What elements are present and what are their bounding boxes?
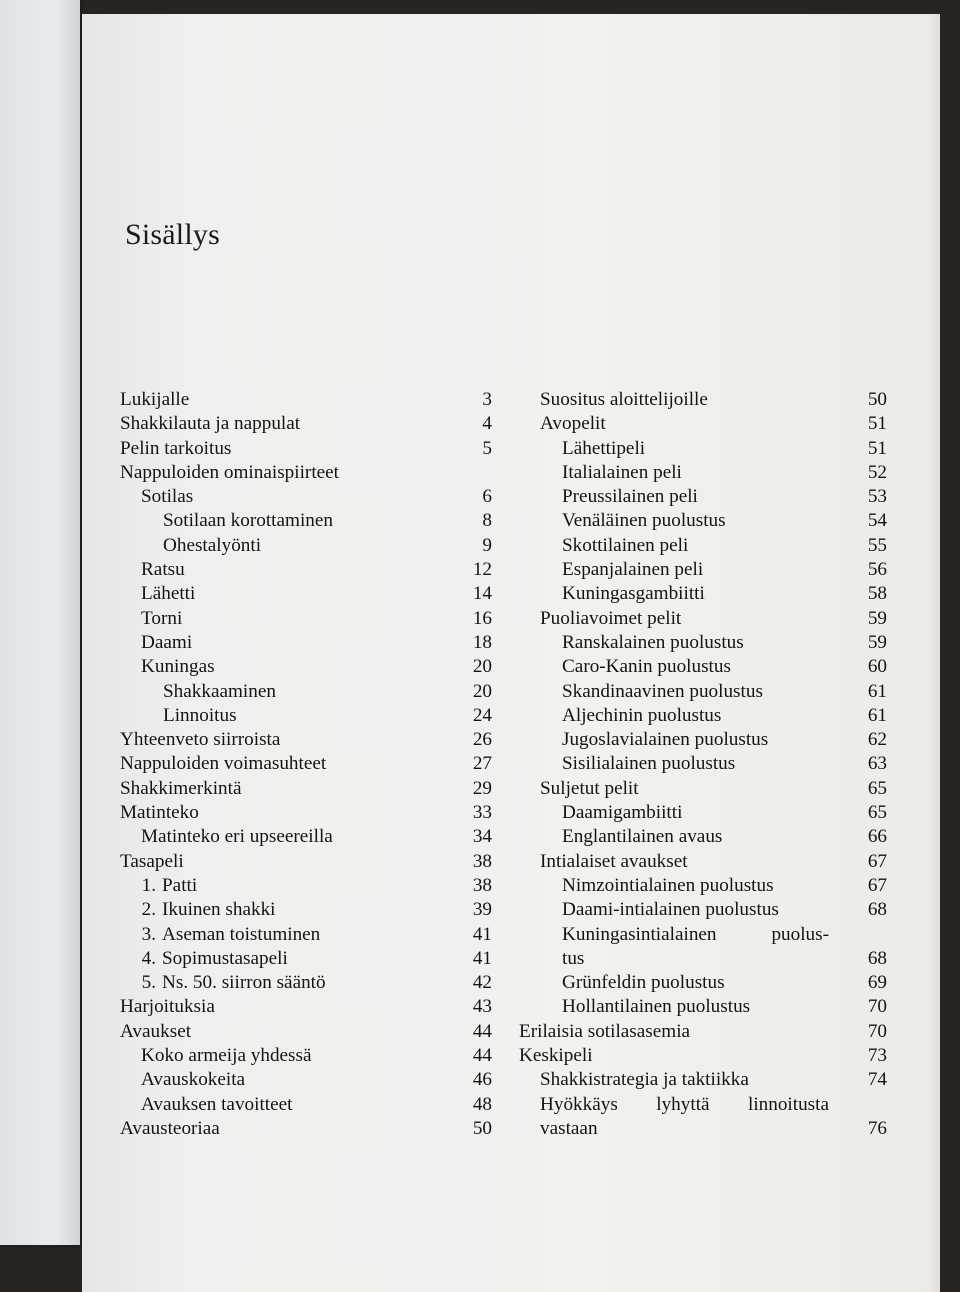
toc-entry-label: Espanjalainen peli (562, 559, 704, 581)
toc-entry (519, 850, 887, 874)
toc-page-number: 24 (472, 704, 492, 726)
toc-entry-label (128, 874, 197, 898)
toc-page-number: 51 (867, 437, 887, 459)
toc-page-number: 61 (867, 704, 887, 726)
toc-entry-label: Englantilainen avaus (562, 826, 723, 848)
toc-entry-label: Ratsu (141, 559, 185, 581)
toc-entry-number: 4. (141, 947, 156, 969)
toc-entry-label: Avopelit (540, 413, 606, 435)
toc-entry (120, 607, 492, 631)
toc-entry-label: Grünfeldin puolustus (562, 972, 725, 994)
toc-entry (120, 777, 492, 801)
toc-entry (519, 607, 887, 631)
toc-entry-number: 1. (141, 874, 156, 896)
toc-entry (519, 631, 887, 655)
toc-entry-label: tus (562, 947, 585, 969)
toc-entry-label: Shakkilauta ja nappulat (120, 413, 301, 435)
toc-entry (519, 582, 887, 606)
toc-entry (519, 1093, 887, 1117)
toc-entry-label: Erilaisia sotilasasemia (519, 1020, 691, 1042)
toc-page-number: 54 (867, 510, 887, 532)
toc-page-number: 14 (472, 583, 492, 605)
toc-entry (120, 1093, 492, 1117)
toc-entry (519, 485, 887, 509)
toc-entry-label (128, 923, 320, 947)
toc-entry (120, 388, 492, 412)
toc-page-number: 3 (482, 389, 492, 410)
page-shadow (926, 14, 940, 1292)
toc-entry-label (128, 947, 288, 971)
toc-entry (519, 558, 887, 582)
toc-entry (120, 995, 492, 1019)
toc-entry (120, 898, 492, 922)
toc-entry-word: lyhyttä (656, 1093, 710, 1115)
toc-page-number: 6 (482, 486, 492, 508)
toc-entry (120, 412, 492, 436)
toc-page-number: 56 (867, 559, 887, 581)
toc-entry-label: Harjoituksia (120, 996, 215, 1018)
toc-entry (120, 874, 492, 898)
toc-entry-label: Avauksen tavoitteet (141, 1093, 293, 1115)
toc-entry-label: vastaan (540, 1117, 598, 1139)
toc-entry-number: 5. (141, 972, 156, 994)
toc-entry-label: Matinteko eri upseereilla (141, 826, 333, 848)
toc-entry-label: Jugoslavialainen puolustus (562, 729, 769, 751)
toc-entry-number: 2. (141, 899, 156, 921)
toc-entry-label: Suositus aloittelijoille (540, 389, 708, 410)
toc-entry-label: Lähetti (141, 583, 196, 605)
toc-page-number: 59 (867, 631, 887, 653)
toc-entry-label (128, 898, 276, 922)
toc-page-number: 67 (867, 850, 887, 872)
toc-page-number: 61 (867, 680, 887, 702)
toc-entry-label: Caro-Kanin puolustus (562, 656, 731, 678)
toc-page-number: 12 (472, 559, 492, 581)
toc-entry-text: Aseman toistuminen (162, 923, 321, 945)
toc-entry-label: Nappuloiden voimasuhteet (120, 753, 327, 775)
toc-entry (519, 971, 887, 995)
toc-entry (120, 801, 492, 825)
toc-entry (120, 923, 492, 947)
toc-entry (519, 534, 887, 558)
toc-entry (519, 995, 887, 1019)
toc-entry (120, 1020, 492, 1044)
toc-entry-label: Nappuloiden ominaispiirteet (120, 461, 340, 483)
toc-entry-label: Daami (141, 631, 193, 653)
toc-entry (120, 752, 492, 776)
toc-entry-label: Sotilas (141, 486, 194, 508)
toc-page-number: 18 (472, 631, 492, 653)
toc-entry-label: Yhteenveto siirroista (120, 729, 281, 751)
toc-entry (519, 461, 887, 485)
toc-entry (519, 1020, 887, 1044)
toc-entry-label: Nimzointialainen puolustus (562, 874, 774, 896)
left-page-edge (0, 0, 80, 1245)
toc-page-number: 68 (867, 947, 887, 969)
toc-entry-text: Ikuinen shakki (162, 899, 276, 921)
toc-page-number: 70 (867, 1020, 887, 1042)
toc-entry (120, 534, 492, 558)
toc-entry-label: Tasapeli (120, 850, 184, 872)
toc-entry-label: Daami-intialainen puolustus (562, 899, 779, 921)
toc-page-number: 34 (472, 826, 492, 848)
toc-page-number: 39 (472, 899, 492, 921)
toc-page-number: 65 (867, 802, 887, 824)
toc-page-number: 62 (867, 729, 887, 751)
toc-page-number: 66 (867, 826, 887, 848)
toc-entry (519, 437, 887, 461)
toc-page-number: 8 (482, 510, 492, 532)
toc-entry-label: Shakkimerkintä (120, 777, 242, 799)
toc-entry (120, 437, 492, 461)
toc-entry-label: Keskipeli (519, 1045, 593, 1067)
toc-entry-label: Pelin tarkoitus (120, 437, 232, 459)
toc-entry-label: Skottilainen peli (562, 534, 689, 556)
toc-entry-label: Torni (141, 607, 183, 629)
toc-entry-label: Shakkistrategia ja taktiikka (540, 1069, 749, 1091)
toc-entry-label: Sisilialainen puolustus (562, 753, 736, 775)
toc-page-number: 9 (482, 534, 492, 556)
toc-entry (519, 898, 887, 922)
toc-page-number: 53 (867, 486, 887, 508)
toc-entry-label: Lähettipeli (562, 437, 646, 459)
toc-right-column (519, 388, 887, 1141)
toc-entry-wrapped-label (562, 923, 829, 947)
toc-entry-label: Preussilainen peli (562, 486, 698, 508)
toc-page-number: 33 (472, 802, 492, 824)
toc-page-number: 52 (867, 461, 887, 483)
toc-entry-label: Ranskalainen puolustus (562, 631, 744, 653)
toc-entry (519, 412, 887, 436)
toc-page-number: 51 (867, 413, 887, 435)
toc-entry-word: Hyökkäys (540, 1093, 618, 1115)
toc-entry (120, 850, 492, 874)
toc-entry (120, 680, 492, 704)
toc-entry-word: linnoitusta (747, 1093, 829, 1115)
toc-page-number: 16 (472, 607, 492, 629)
toc-entry (519, 1044, 887, 1068)
toc-page-number: 38 (472, 874, 492, 896)
toc-page-number: 55 (867, 534, 887, 556)
toc-page-number: 50 (472, 1117, 492, 1139)
toc-entry (120, 655, 492, 679)
toc-entry (519, 874, 887, 898)
toc-entry (519, 509, 887, 533)
toc-page-number: 60 (867, 656, 887, 678)
toc-entry (120, 1044, 492, 1068)
toc-entry-label: Avaukset (120, 1020, 192, 1042)
toc-entry-label: Matinteko (120, 802, 199, 824)
toc-entry-text: Ns. 50. siirron sääntö (162, 972, 326, 994)
toc-entry-label: Ohestalyönti (163, 534, 262, 556)
toc-entry-label: Kuningasgambiitti (562, 583, 705, 605)
toc-page-number: 42 (472, 972, 492, 994)
toc-entry (519, 388, 887, 412)
toc-entry-number: 3. (141, 923, 156, 945)
toc-entry-label (128, 971, 326, 995)
toc-entry-label: Kuningas (141, 656, 215, 678)
toc-entry-word: Kuningasintialainen (562, 923, 717, 945)
toc-page-number: 70 (867, 996, 887, 1018)
toc-entry (519, 777, 887, 801)
toc-entry-label: Avausteoriaa (120, 1117, 220, 1139)
toc-left-column (120, 388, 492, 1141)
toc-page-number: 65 (867, 777, 887, 799)
toc-page-number: 41 (472, 947, 492, 969)
toc-page-number: 27 (472, 753, 492, 775)
toc-page-number: 43 (472, 996, 492, 1018)
toc-entry (519, 947, 887, 971)
toc-entry (519, 655, 887, 679)
toc-page-number: 73 (867, 1045, 887, 1067)
toc-entry (120, 582, 492, 606)
toc-entry-label: Shakkaaminen (163, 680, 276, 702)
toc-entry (120, 509, 492, 533)
toc-entry (120, 728, 492, 752)
toc-page-number: 59 (867, 607, 887, 629)
toc-entry-label: Venäläinen puolustus (562, 510, 726, 532)
toc-entry-label: Skandinaavinen puolustus (562, 680, 763, 702)
toc-entry-wrapped-label (540, 1093, 829, 1117)
toc-entry-label: Suljetut pelit (540, 777, 639, 799)
toc-entry-label: Avauskokeita (141, 1069, 246, 1091)
toc-entry (120, 558, 492, 582)
toc-entry (519, 825, 887, 849)
toc-entry-label: Lukijalle (120, 389, 190, 410)
toc-page-number: 58 (867, 583, 887, 605)
toc-page-number: 44 (472, 1020, 492, 1042)
toc-entry (519, 1068, 887, 1092)
toc-entry-label: Linnoitus (163, 704, 237, 726)
toc-page-number: 76 (867, 1117, 887, 1139)
toc-entry-label: Italialainen peli (562, 461, 682, 483)
toc-entry-label: Intialaiset avaukset (540, 850, 688, 872)
toc-page-number: 68 (867, 899, 887, 921)
toc-page-number: 44 (472, 1045, 492, 1067)
toc-entry (519, 728, 887, 752)
toc-page-number: 5 (482, 437, 492, 459)
toc-entry (120, 1117, 492, 1141)
toc-page-number: 63 (867, 753, 887, 775)
page-title: Sisällys (125, 218, 220, 251)
toc-entry (120, 631, 492, 655)
toc-page-number: 38 (472, 850, 492, 872)
toc-entry (519, 752, 887, 776)
toc-entry (519, 1117, 887, 1141)
toc-entry-label: Daamigambiitti (562, 802, 683, 824)
toc-entry-text: Sopimustasapeli (162, 947, 288, 969)
toc-entry-label: Hollantilainen puolustus (562, 996, 751, 1018)
toc-page-number: 29 (472, 777, 492, 799)
toc-entry-label: Sotilaan korottaminen (163, 510, 333, 532)
toc-entry (519, 923, 887, 947)
toc-entry (120, 461, 492, 485)
toc-page-number: 67 (867, 874, 887, 896)
toc-entry (120, 947, 492, 971)
toc-page-number: 46 (472, 1069, 492, 1091)
toc-entry (519, 704, 887, 728)
toc-page-number: 4 (482, 413, 492, 435)
toc-entry-label: Puoliavoimet pelit (540, 607, 682, 629)
toc-entry-word: puolus- (771, 923, 829, 945)
toc-entry (120, 971, 492, 995)
toc-page-number: 20 (472, 656, 492, 678)
toc-page-number: 20 (472, 680, 492, 702)
toc-page-number: 48 (472, 1093, 492, 1115)
toc-page-number: 74 (867, 1069, 887, 1091)
toc-entry-label: Aljechinin puolustus (562, 704, 722, 726)
toc-page-number: 26 (472, 729, 492, 751)
toc-page-number: 69 (867, 972, 887, 994)
toc-page-number: 41 (472, 923, 492, 945)
toc-entry (120, 1068, 492, 1092)
toc-entry (120, 825, 492, 849)
toc-entry (120, 485, 492, 509)
toc-entry (519, 680, 887, 704)
toc-entry (519, 801, 887, 825)
toc-entry-text: Patti (162, 874, 198, 896)
toc-page-number: 50 (867, 389, 887, 410)
toc-entry-label: Koko armeija yhdessä (141, 1045, 312, 1067)
toc-entry (120, 704, 492, 728)
